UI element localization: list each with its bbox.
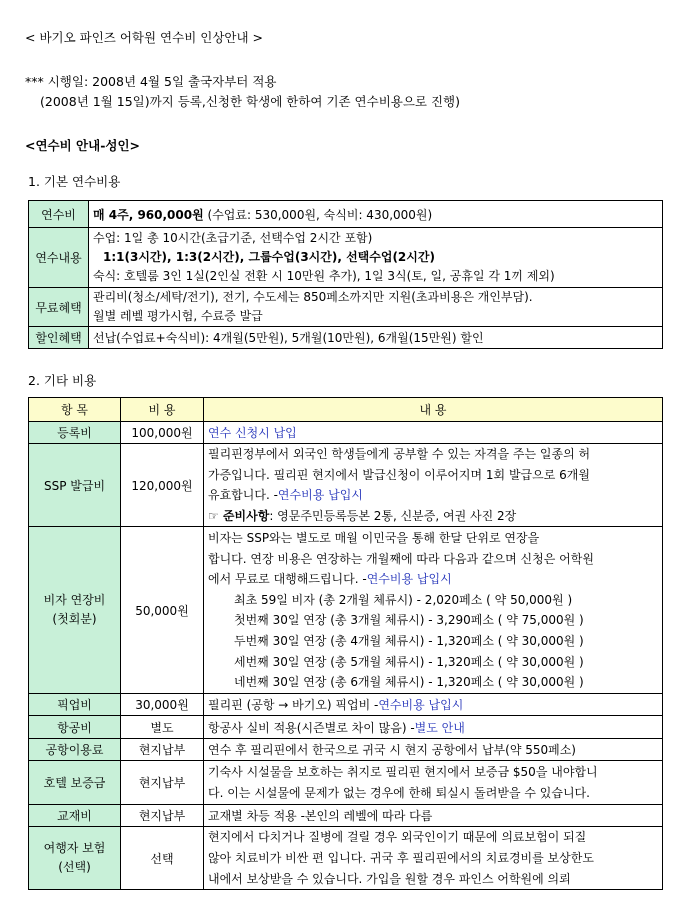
label-tuition: 연수비: [29, 201, 89, 228]
discount-value: 선납(수업료+숙식비): 4개월(5만원), 5개월(10만원), 6개월(15만원) 할인: [89, 327, 663, 349]
table-row: [29, 694, 663, 716]
table-row: [29, 527, 663, 694]
deposit-line-1: 기숙사 시설물을 보호하는 취지로 필리핀 현지에서 보증금 $50을 내야합니: [208, 765, 598, 780]
insurance-label: 여행자 보험: [43, 841, 106, 856]
cost-ssp: 120,000원: [121, 444, 204, 527]
visa-label: 비자 연장비: [43, 593, 106, 608]
desc-visa: [204, 527, 663, 694]
ssp-line-3: 유효합니다. -연수비용 납입시: [208, 488, 363, 503]
tuition-breakdown: (수업료: 530,000원, 숙식비: 430,000원): [203, 207, 433, 222]
airfare-note: 별도 안내: [414, 720, 465, 735]
ssp-line-2: 가증입니다. 필리핀 현지에서 발급신청이 이루어지며 1회 발급으로 6개월: [208, 467, 590, 482]
visa-ext-4: 세번째 30일 연장 (총 5개월 체류시) - 1,320페소 ( 약 30,000원 ): [234, 654, 584, 669]
ssp-prep-items: : 영문주민등록등본 2통, 신분증, 여권 사진 2장: [269, 508, 517, 523]
header-cost: 비 용: [121, 398, 204, 422]
tuition-total: 매 4주, 960,000원: [93, 207, 204, 222]
cost-registration: 100,000원: [121, 422, 204, 444]
visa-line-1: 비자는 SSP와는 별도로 매월 이민국을 통해 한달 단위로 연장을: [208, 531, 540, 545]
desc-airport-fee: 연수 후 필리핀에서 한국으로 귀국 시 현지 공항에서 납부(약 550페소): [204, 739, 663, 761]
basic-heading: 1. 기본 연수비용: [28, 174, 121, 189]
desc-insurance: [204, 827, 663, 890]
desc-ssp: [204, 444, 663, 527]
visa-ext-5: 네번째 30일 연장 (총 6개월 체류시) - 1,320페소 ( 약 30,000원 ): [234, 675, 584, 690]
insurance-line-2: 않아 치료비가 비싼 편 입니다. 귀국 후 필리핀에서의 치료경비를 보상한도: [208, 850, 594, 865]
insurance-line-1: 현지에서 다치거나 질병에 걸릴 경우 외국인이기 때문에 의료보험이 되질: [208, 830, 587, 845]
desc-airfare: 항공사 실비 적용(시즌별로 차이 많음) -별도 안내: [204, 716, 663, 739]
pickup-payment-note: 연수비용 납입시: [378, 698, 464, 713]
visa-payment-note: 연수비용 납입시: [366, 572, 452, 587]
insurance-label-sub: (선택): [58, 860, 91, 875]
free-line-2: 월별 레벨 평가시험, 수료증 발급: [93, 309, 263, 323]
program-line-3: 숙식: 호텔룸 3인 1실(2인실 전환 시 10만원 추가), 1일 3식(토, 일, 공휴일 각 1끼 제외): [93, 269, 555, 283]
item-hotel-deposit: 호텔 보증금: [29, 761, 121, 805]
table-header-row: [29, 398, 663, 422]
cost-pickup: 30,000원: [121, 694, 204, 716]
visa-ext-2: 첫번째 30일 연장 (총 3개월 체류시) - 3,290페소 ( 약 75,000원 ): [234, 613, 584, 628]
visa-line-3: 에서 무료로 대행해드립니다. -연수비용 납입시: [208, 572, 452, 587]
page-title: < 바기오 파인즈 어학원 연수비 인상안내 >: [25, 30, 263, 45]
cost-textbook: 현지납부: [121, 805, 204, 827]
label-discount: 할인혜택: [29, 327, 89, 349]
cost-insurance: 선택: [121, 827, 204, 890]
section-heading: <연수비 안내-성인>: [25, 138, 141, 153]
table-row: [29, 716, 663, 739]
table-row: [29, 827, 663, 890]
tuition-value: [89, 201, 663, 228]
cost-airfare: 별도: [121, 716, 204, 739]
notice-line-1: *** 시행일: 2008년 4월 5일 출국자부터 적용: [25, 74, 277, 89]
ssp-payment-note: 연수비용 납입시: [277, 488, 363, 503]
label-free: 무료혜택: [29, 288, 89, 327]
item-visa: [29, 527, 121, 694]
notice-line-2: (2008년 1월 15일)까지 등록,신청한 학생에 한하여 기존 연수비용으로 진행): [40, 94, 461, 109]
header-desc: 내 용: [204, 398, 663, 422]
table-row: [29, 444, 663, 527]
basic-cost-table: [28, 200, 663, 349]
free-line-1: 관리비(청소/세탁/전기), 전기, 수도세는 850페소까지만 지원(초과비용은 개인부담).: [93, 290, 533, 304]
program-line-1: 수업: 1일 총 10시간(초급기준, 선택수업 2시간 포함): [93, 231, 373, 245]
table-row: [29, 739, 663, 761]
cost-hotel-deposit: 현지납부: [121, 761, 204, 805]
item-ssp: SSP 발급비: [29, 444, 121, 527]
desc-registration: 연수 신청시 납입: [204, 422, 663, 444]
ssp-line-4: [208, 506, 658, 527]
program-value: [89, 228, 663, 288]
ssp-prep-label: ☞ 준비사항: [208, 508, 270, 523]
program-line-2: 1:1(3시간), 1:3(2시간), 그룹수업(3시간), 선택수업(2시간): [103, 250, 435, 264]
free-value: [89, 288, 663, 327]
insurance-line-3: 내에서 보상받을 수 있습니다. 가입을 원할 경우 파인스 어학원에 의뢰: [208, 871, 571, 886]
cost-airport-fee: 현지납부: [121, 739, 204, 761]
desc-pickup: 필리핀 (공항 → 바기오) 픽업비 -연수비용 납입시: [204, 694, 663, 716]
ssp-line-1: 필리핀정부에서 외국인 학생들에게 공부할 수 있는 자격을 주는 일종의 허: [208, 447, 591, 461]
item-airfare: 항공비: [29, 716, 121, 739]
item-pickup: 픽업비: [29, 694, 121, 716]
visa-line-2: 합니다. 연장 비용은 연장하는 개월째에 따라 다음과 같으며 신청은 어학원: [208, 551, 594, 566]
table-row: [29, 805, 663, 827]
table-row: [29, 422, 663, 444]
item-airport-fee: 공항이용료: [29, 739, 121, 761]
visa-label-sub: (첫회분): [52, 612, 97, 627]
item-registration: 등록비: [29, 422, 121, 444]
desc-textbook: 교재별 차등 적용 -본인의 레벨에 따라 다름: [204, 805, 663, 827]
label-program: 연수내용: [29, 228, 89, 288]
other-heading: 2. 기타 비용: [28, 373, 97, 388]
deposit-line-2: 다. 이는 시설물에 문제가 없는 경우에 한해 퇴실시 돌려받을 수 있습니다.: [208, 785, 590, 800]
header-item: 항 목: [29, 398, 121, 422]
table-row: [29, 761, 663, 805]
cost-visa: 50,000원: [121, 527, 204, 694]
item-insurance: [29, 827, 121, 890]
visa-ext-1: 최초 59일 비자 (총 2개월 체류시) - 2,020페소 ( 약 50,000원 ): [234, 592, 573, 607]
visa-ext-3: 두번째 30일 연장 (총 4개월 체류시) - 1,320페소 ( 약 30,000원 ): [234, 633, 584, 648]
item-textbook: 교재비: [29, 805, 121, 827]
desc-hotel-deposit: [204, 761, 663, 805]
other-cost-table: [28, 397, 663, 890]
